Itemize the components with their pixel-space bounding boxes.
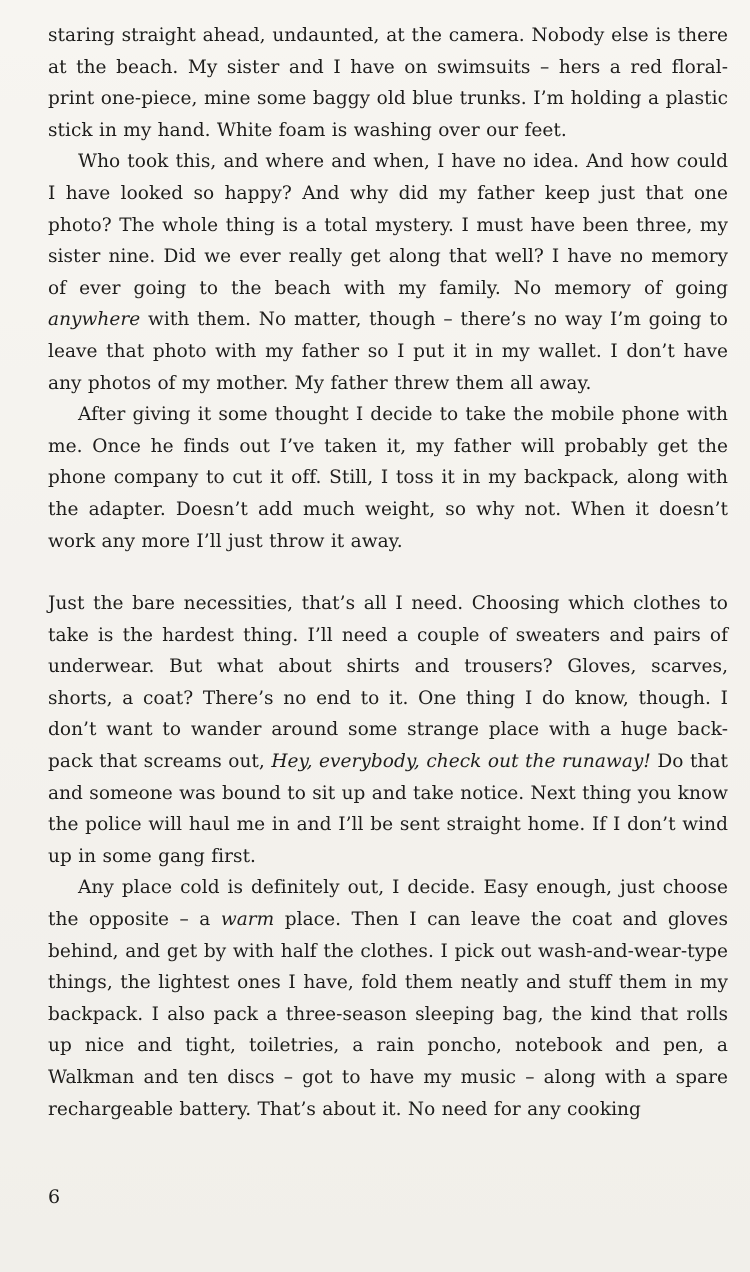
text-run: place. Then I can leave the coat and gloves behind, and get by with half the clothes. I pick out wash-and-wear-type things, the lightest ones I have, fold them neatly and stuff them in my backpack. I also pack a three-season sleeping bag, the kind that rolls up nice and tight, toiletries, a rain poncho, notebook and pen, a Walkman and ten discs – got to have my music – along with a spare rechargeable battery. That’s about it. No need for any cooking: [48, 909, 728, 1120]
paragraph: [48, 872, 728, 1125]
page-number: 6: [48, 1186, 61, 1208]
text-run: After giving it some thought I decide to take the mobile phone with me. Once he finds out I’ve taken it, my father will probably get the phone company to cut it off. Still, I toss it in my backpack, along with the adapter. Doesn’t add much weight, so why not. When it doesn’t work any more I’ll just throw it away.: [48, 404, 728, 552]
italic-text: warm: [220, 909, 275, 931]
body-text: [48, 20, 728, 1125]
paragraph: [48, 20, 728, 146]
text-run: with them. No matter, though – there’s no way I’m going to leave that photo with my father so I put it in my wallet. I don’t have any photos of my mother. My father threw them all away.: [48, 309, 728, 394]
italic-text: anywhere: [48, 309, 141, 331]
text-run: staring straight ahead, undaunted, at the camera. Nobody else is there at the beach. My sister and I have on swimsuits – hers a red floral-print one-piece, mine some baggy old blue trunks. I’m holding a plastic stick in my hand. White foam is washing over our feet.: [48, 25, 728, 141]
text-run: Who took this, and where and when, I have no idea. And how could I have looked so happy? And why did my father keep just that one photo? The whole thing is a total mystery. I must have been three, my sister nine. Did we ever really get along that well? I have no memory of ever going to the beach with my family. No memory of going: [48, 151, 728, 299]
text-run: Just the bare necessities, that’s all I need. Choosing which clothes to take is the hardest thing. I’ll need a couple of sweaters and pairs of underwear. But what about shirts and trousers? Gloves, scarves, shorts, a coat? There’s no end to it. One thing I do know, though. I don’t want to wander around some strange place with a huge back-pack that screams out,: [48, 593, 728, 773]
paragraph: [48, 399, 728, 557]
text-run: Any place cold is definitely out, I decide. Easy enough, just choose the opposite – a: [48, 877, 728, 931]
paragraph: [48, 146, 728, 399]
text-run: Do that and someone was bound to sit up and take notice. Next thing you know the police will haul me in and I’ll be sent straight home. If I don’t wind up in some gang first.: [48, 751, 728, 867]
italic-text: Hey, everybody, check out the runaway!: [271, 751, 651, 773]
paragraph: [48, 588, 728, 872]
